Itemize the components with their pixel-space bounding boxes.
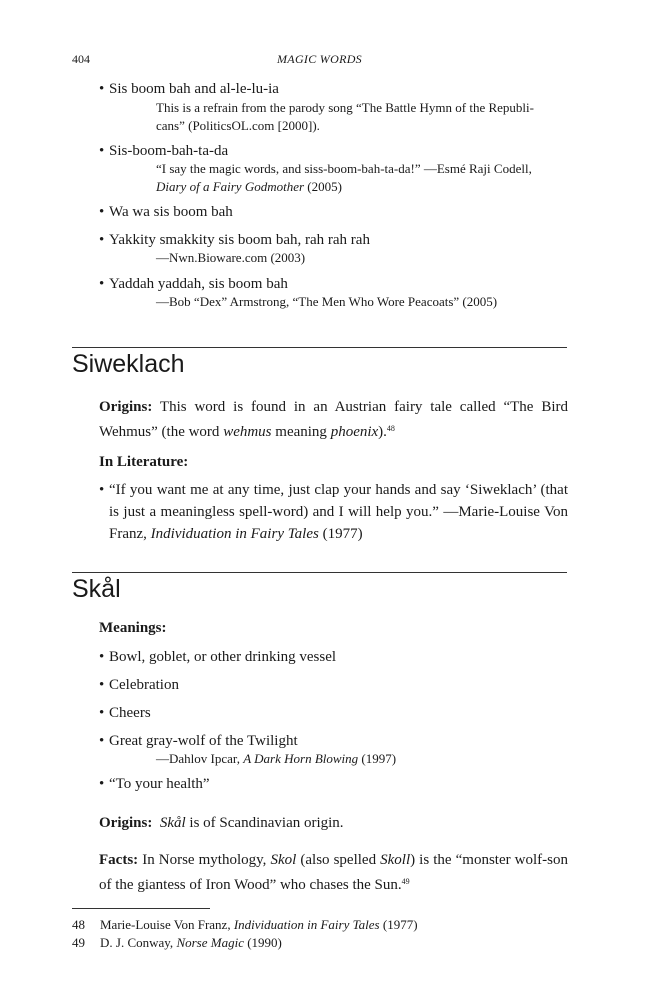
section-rule — [72, 347, 567, 348]
origins-paragraph: Origins: This word is found in an Austrian fairy tale called “The Bird Wehmus” (the word wehmus meaning phoenix).$^{48}$ — [99, 399, 568, 440]
section-rule — [72, 572, 567, 573]
running-title: MAGIC WORDS — [277, 52, 362, 66]
literature-quote: • “If you want me at any time, just clap your hands and say ‘Siweklach’ (that is just a meaningless spell-word) and I will help you.” —Marie-Louise Von Franz, Individuation in Fairy Tales (1977) — [99, 482, 568, 542]
list-item: • Great gray-wolf of the Twilight — [99, 733, 298, 749]
item-source: Diary of a Fairy Godmother (2005) — [156, 179, 342, 194]
footnote: 49 D. J. Conway, Norse Magic (1990) — [72, 935, 282, 950]
item-quote: “I say the magic words, and siss-boom-bah-ta-da!” —Esmé Raji Codell, — [156, 161, 532, 176]
item-note: cans” (PoliticsOL.com [2000]). — [156, 118, 320, 133]
list-item: • Cheers — [99, 705, 151, 721]
footnote-rule — [72, 908, 210, 909]
footnote-ref: 49 — [401, 877, 410, 886]
list-item: • Sis-boom-bah-ta-da — [99, 143, 229, 159]
item-note: This is a refrain from the parody song “The Battle Hymn of the Republi- — [156, 100, 534, 115]
item-source: —Bob “Dex” Armstrong, “The Men Who Wore Peacoats” (2005) — [156, 294, 498, 309]
footnote-ref: 48 — [386, 424, 395, 433]
section-title-siweklach: Siweklach — [72, 350, 185, 378]
list-item: • Bowl, goblet, or other drinking vessel — [99, 649, 337, 665]
footnote: 48 Marie-Louise Von Franz, Individuation in Fairy Tales (1977) — [72, 917, 418, 932]
section-title-skal: Skål — [72, 575, 121, 603]
origins-paragraph: Origins: Skål is of Scandinavian origin. — [99, 815, 344, 831]
list-item: • “To your health” — [99, 776, 210, 792]
meanings-heading: Meanings: — [99, 620, 167, 636]
page-number: 404 — [72, 52, 90, 66]
item-source: —Dahlov Ipcar, A Dark Horn Blowing (1997) — [156, 751, 397, 766]
list-item: • Sis boom bah and al-le-lu-ia — [99, 81, 279, 97]
in-literature-heading: In Literature: — [99, 454, 189, 470]
list-item: • Yaddah yaddah, sis boom bah — [99, 276, 288, 292]
list-item: • Wa wa sis boom bah — [99, 204, 233, 220]
list-item: • Celebration — [99, 677, 179, 693]
list-item: • Yakkity smakkity sis boom bah, rah rah rah — [99, 232, 370, 248]
item-source: —Nwn.Bioware.com (2003) — [156, 250, 306, 265]
facts-paragraph: Facts: In Norse mythology, Skol (also spelled Skoll) is the “monster wolf-son of the giantess of Iron Wood” who chases the Sun.$^{49}$ — [99, 852, 568, 893]
